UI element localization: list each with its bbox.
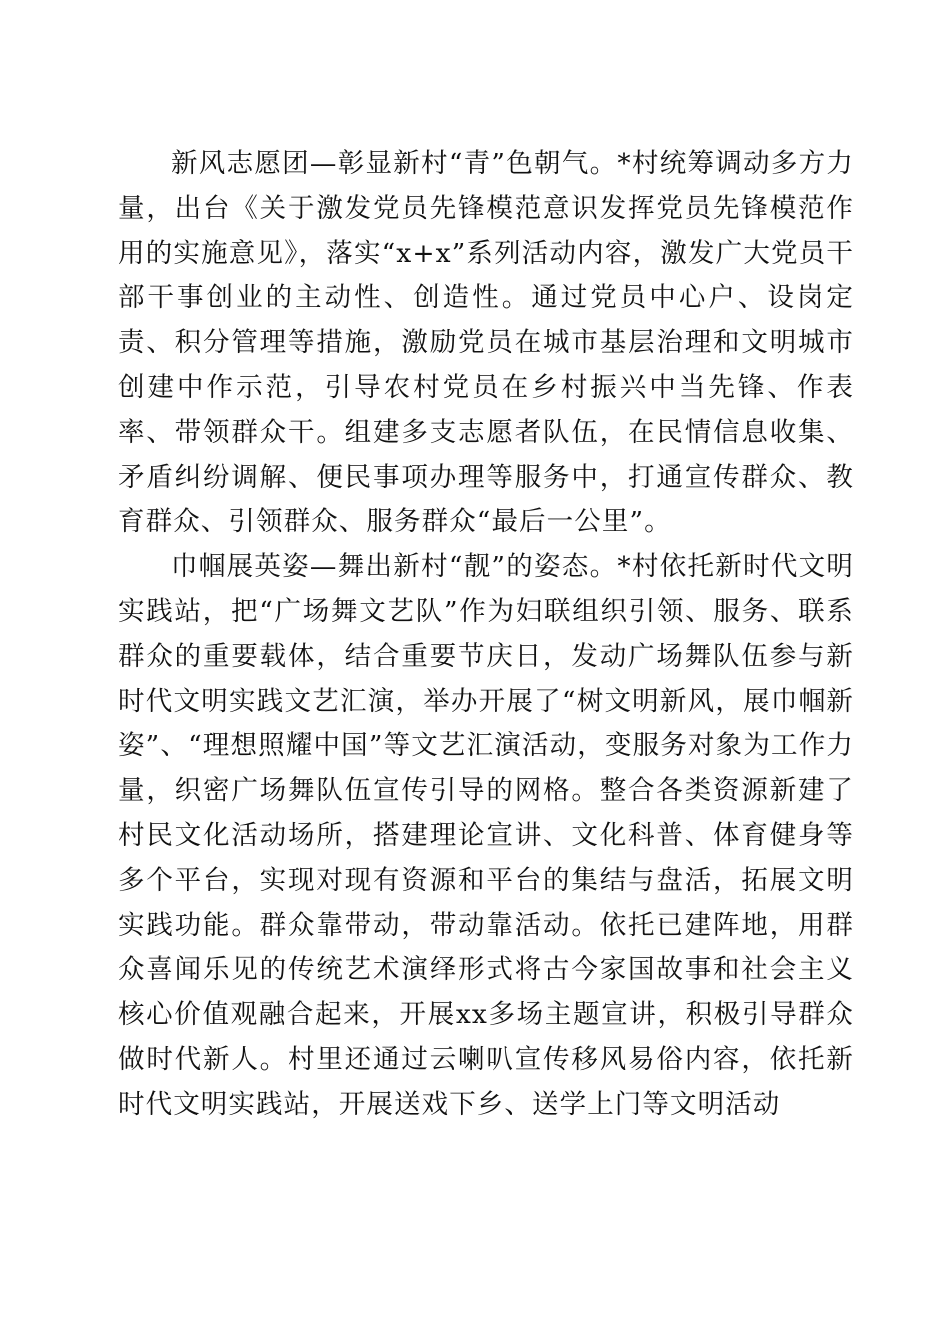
- paragraph-women-dance-team: 巾帼展英姿—舞出新村“靓”的姿态。*村依托新时代文明实践站，把“广场舞文艺队”作为妇联组织引领、服务、联系群众的重要载体，结合重要节庆日，发动广场舞队伍参与新时代文明实践文艺汇演，举办开展了“树文明新风，展巾帼新姿”、“理想照耀中国”等文艺汇演活动，变服务对象为工作力量，织密广场舞队伍宣传引导的网格。整合各类资源新建了村民文化活动场所，搭建理论宣讲、文化科普、体育健身等多个平台，实现对现有资源和平台的集结与盘活，拓展文明实践功能。群众靠带动，带动靠活动。依托已建阵地，用群众喜闻乐见的传统艺术演绎形式将古今家国故事和社会主义核心价值观融合起来，开展xx多场主题宣讲，积极引导群众做时代新人。村里还通过云喇叭宣传移风易俗内容，依托新时代文明实践站，开展送戏下乡、送学上门等文明活动: [118, 551, 854, 1120]
- document-body: [118, 142, 854, 1128]
- paragraph-volunteer-group: 新风志愿团—彰显新村“青”色朝气。*村统筹调动多方力量，出台《关于激发党员先锋模范意识发挥党员先锋模范作用的实施意见》，落实“x+x”系列活动内容，激发广大党员干部干事创业的主动性、创造性。通过党员中心户、设岗定责、积分管理等措施，激励党员在城市基层治理和文明城市创建中作示范，引导农村党员在乡村振兴中当先锋、作表率、带领群众干。组建多支志愿者队伍，在民情信息收集、矛盾纠纷调解、便民事项办理等服务中，打通宣传群众、教育群众、引领群众、服务群众“最后一公里”。: [118, 148, 854, 538]
